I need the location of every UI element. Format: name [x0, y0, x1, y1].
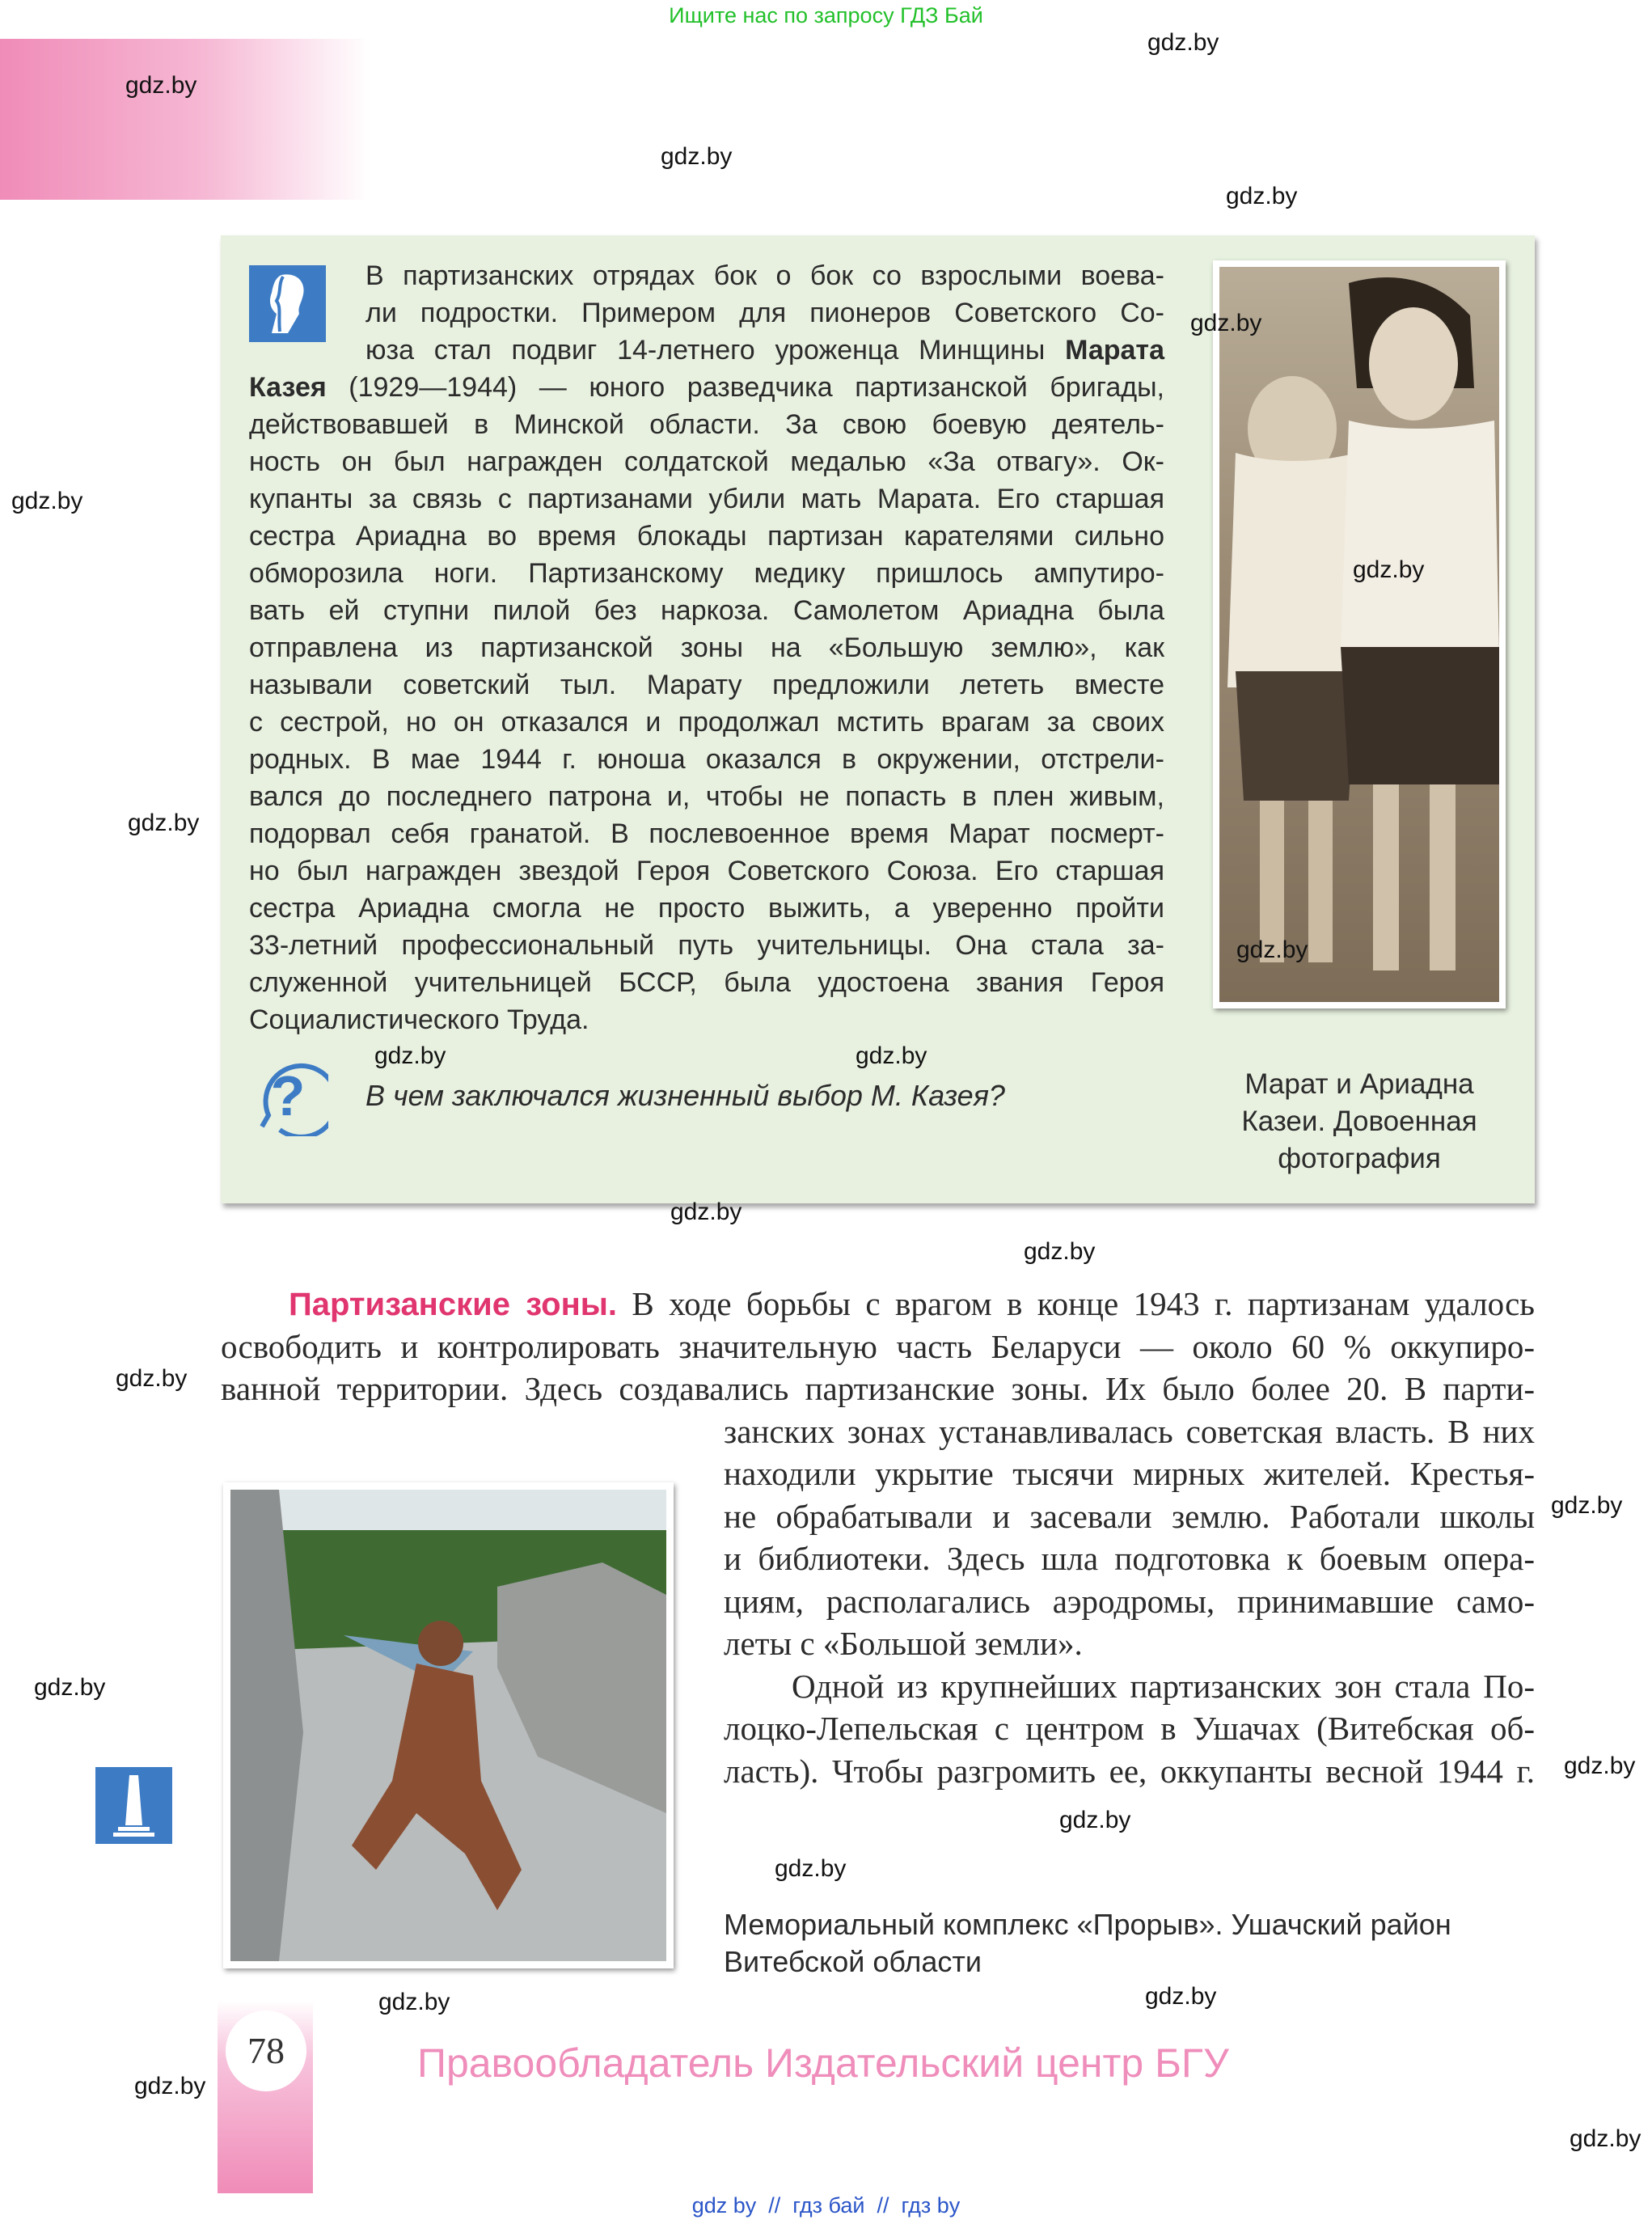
box-text-line [249, 555, 1164, 592]
watermark: gdz.by [670, 1199, 742, 1225]
text-segment: подорвал себя гранатой. В послевоенное время Марат посмерт- [249, 818, 1164, 849]
section-text-line [724, 1622, 1535, 1665]
marat-ariadna-photo [1213, 260, 1506, 1008]
box-text-line [249, 815, 1164, 852]
bottom-links[interactable]: gdz by // гдз бай // гдз by [691, 2193, 961, 2218]
section-text-line [724, 1537, 1535, 1580]
svg-text:?: ? [270, 1064, 306, 1127]
watermark: gdz.by [1236, 937, 1308, 963]
portrait-icon [249, 265, 326, 342]
text-segment: освободить и контролировать значительную часть Беларуси — около 60 % оккупиро- [221, 1327, 1535, 1365]
section-text-line [724, 1707, 1535, 1750]
box-text-line [249, 964, 1164, 1001]
text-segment: вался до последнего патрона и, чтобы не попасть в плен живым, [249, 781, 1164, 812]
box-text-line [249, 778, 1164, 815]
text-segment: циям, располагались аэродромы, принимавшие само- [724, 1582, 1535, 1620]
text-segment: но был награжден звездой Героя Советского Союза. Его старшая [249, 856, 1164, 886]
box-text-line [365, 294, 1164, 332]
watermark: gdz.by [1145, 1983, 1217, 2010]
text-segment: купанты за связь с партизанами убили мать Марата. Его старшая [249, 484, 1164, 514]
section-text-line [724, 1495, 1535, 1538]
search-hint: Ищите нас по запросу ГДЗ Бай [669, 3, 983, 27]
watermark: gdz.by [1024, 1238, 1096, 1265]
monument-photo [223, 1482, 674, 1968]
text-segment: отправлена из партизанской зоны на «Большую землю», как [249, 632, 1164, 663]
watermark: gdz.by [1570, 2125, 1641, 2152]
photo-caption-line: фотография [1278, 1143, 1441, 1174]
text-segment: действовавшей в Минской области. За свою боевую деятель- [249, 409, 1164, 440]
text-segment: и библиотеки. Здесь шла подготовка к боевым опера- [724, 1540, 1535, 1577]
box-text-line [365, 332, 1164, 369]
box-text-line [249, 704, 1164, 741]
text-segment: не обрабатывали и засевали землю. Работали школы [724, 1497, 1535, 1535]
watermark: gdz.by [128, 810, 200, 836]
monument-caption-line: Витебской области [724, 1945, 982, 1978]
watermark: gdz.by [1147, 29, 1219, 56]
text-segment: В ходе борьбы с врагом в конце 1943 г. партизанам удалось [617, 1285, 1535, 1322]
watermark: gdz.by [34, 1674, 106, 1701]
watermark: gdz.by [11, 488, 83, 514]
text-segment: родных. В мае 1944 г. юноша оказался в окружении, отстрели- [249, 744, 1164, 775]
bold-name: Казея [249, 372, 327, 403]
watermark: gdz.by [1226, 183, 1298, 209]
bold-name: Марата [1065, 335, 1164, 366]
watermark: gdz.by [1564, 1753, 1636, 1779]
section-text-line [724, 1750, 1535, 1793]
watermark: gdz.by [856, 1042, 927, 1069]
text-segment: юза стал подвиг 14-летнего уроженца Минщины [365, 335, 1066, 366]
pink-decoration [0, 39, 370, 200]
watermark: gdz.by [378, 1989, 450, 2015]
box-text-line [249, 369, 1164, 406]
watermark: gdz.by [1190, 310, 1262, 336]
box-text-line [249, 927, 1164, 964]
page-number: 78 [226, 2010, 306, 2091]
text-segment: 33-летний профессиональный путь учительницы. Она стала за- [249, 930, 1164, 961]
watermark: gdz.by [1551, 1492, 1623, 1519]
watermark: gdz.by [1059, 1807, 1131, 1833]
box-text-line [249, 480, 1164, 518]
text-segment: ли подростки. Примером для пионеров Советского Со- [365, 298, 1164, 328]
section-text-line [724, 1580, 1535, 1623]
section-text-line [724, 1410, 1535, 1453]
text-segment: с сестрой, но он отказался и продолжал мстить врагам за своих [249, 707, 1164, 738]
text-segment: называли советский тыл. Марату предложили лететь вместе [249, 670, 1164, 700]
text-segment: обморозила ноги. Партизанскому медику пришлось ампутиро- [249, 558, 1164, 589]
text-segment: ванной территории. Здесь создавались партизанские зоны. Их было более 20. В парти- [221, 1370, 1535, 1407]
box-text-line [365, 257, 1164, 294]
box-text-line [249, 1001, 1164, 1038]
section-text-line [221, 1326, 1535, 1368]
photo-caption-line: Марат и Ариадна [1244, 1068, 1474, 1100]
box-text-line [249, 852, 1164, 890]
text-segment: леты с «Большой земли». [724, 1625, 1083, 1662]
text-segment: служенной учительницей БССР, была удостоена звания Героя [249, 967, 1164, 998]
watermark: gdz.by [661, 143, 733, 170]
box-text-line [249, 406, 1164, 443]
question-text: В чем заключался жизненный выбор М. Казея? [365, 1079, 1005, 1112]
watermark: gdz.by [374, 1042, 446, 1069]
question-icon [247, 1055, 328, 1136]
watermark: gdz.by [1353, 556, 1425, 583]
text-segment: сестра Ариадна во время блокады партизан карателями сильно [249, 521, 1164, 552]
box-text-line [249, 741, 1164, 778]
text-segment: сестра Ариадна смогла не просто выжить, а уверенно пройти [249, 893, 1164, 924]
photo-caption-line: Казеи. Довоенная [1241, 1106, 1477, 1137]
copyright-notice: Правообладатель Издательский центр БГУ [417, 2040, 1229, 2086]
section-text-line [724, 1452, 1535, 1495]
text-segment: находили укрытие тысячи мирных жителей. Крестья- [724, 1455, 1535, 1492]
watermark: gdz.by [775, 1855, 847, 1882]
box-text-line [249, 890, 1164, 927]
box-text-line [249, 666, 1164, 704]
text-segment: В партизанских отрядах бок о бок со взрослыми воева- [365, 260, 1164, 291]
text-segment: вать ей ступни пилой без наркоза. Самолетом Ариадна была [249, 595, 1164, 626]
obelisk-icon [95, 1767, 172, 1844]
box-text-line [249, 592, 1164, 629]
box-text-line [249, 443, 1164, 480]
text-segment: Социалистического Труда. [249, 1004, 589, 1035]
box-text-line [249, 629, 1164, 666]
box-text-line [249, 518, 1164, 555]
section-heading: Партизанские зоны. [289, 1287, 617, 1322]
watermark: gdz.by [116, 1365, 188, 1392]
text-segment: (1929—1944) — юного разведчика партизанской бригады, [326, 372, 1164, 403]
section-text-line [792, 1665, 1535, 1708]
text-segment: ласть). Чтобы разгромить ее, оккупанты весной 1944 г. [724, 1752, 1535, 1790]
text-segment: занских зонах устанавливалась советская власть. В них [724, 1412, 1535, 1450]
section-text-line [289, 1283, 1535, 1326]
text-segment: ность он был награжден солдатской медалью «За отвагу». Ок- [249, 446, 1164, 477]
text-segment: лоцко-Лепельская с центром в Ушачах (Витебская об- [724, 1710, 1535, 1747]
watermark: gdz.by [125, 72, 197, 99]
monument-caption-line: Мемориальный комплекс «Прорыв». Ушачский район [724, 1908, 1451, 1941]
watermark: gdz.by [134, 2073, 206, 2099]
text-segment: Одной из крупнейших партизанских зон стала По- [792, 1667, 1535, 1705]
section-text-line [221, 1368, 1535, 1410]
